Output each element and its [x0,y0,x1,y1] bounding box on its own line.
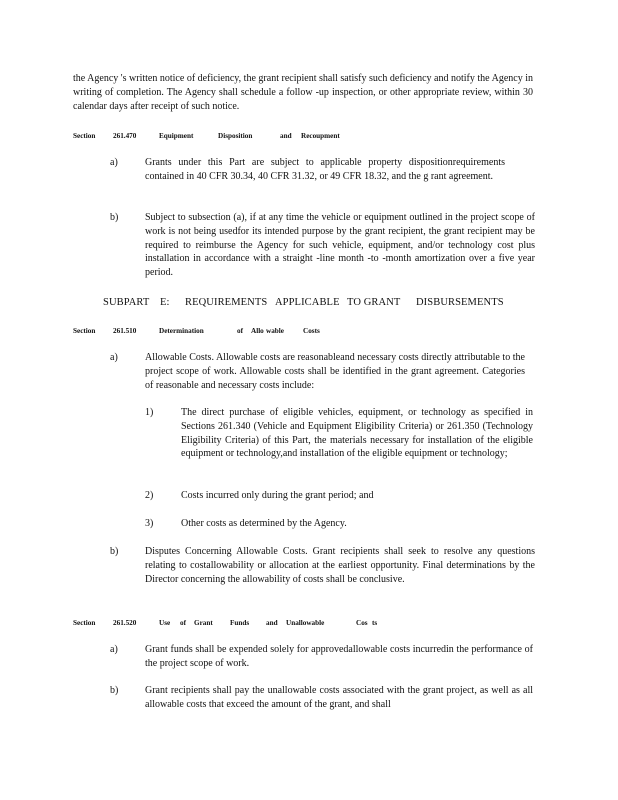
section-title-word: Disposition [218,132,253,140]
section-title-word: Funds [230,619,250,627]
subitem-marker: 2) [145,490,154,501]
section-510-subitem-1: The direct purchase of eligible vehicles, equipment, or technology as specified in Sections 261.340 (Vehicle and Equipment Eligibility Criteria) or 261.350 (Technology Eligibility Criteria) of this Part, the materials necessary for installation of the eligible equipment or technology,and installation of the eligible equipment or technology; [181,407,533,460]
section-470-item-b: Subject to subsection (a), if at any time the vehicle or equipment outlined in the project scope of work is not being usedfor its intended purpose by the grant recipient, the grant recipient may be required to reimburse the Agency for such vehicle, equipment, and/or technology cost plus installation in accordance with a straight -line month -to -month amortization over a five year period. [145,212,535,279]
section-title-word: Cos [356,619,368,627]
subpart-word: APPLICABLE [275,297,340,308]
section-510-item-b: Disputes Concerning Allowable Costs. Grant recipients shall seek to resolve any questions relating to costallowability or allocation at the earliest opportunity. Final determinations by the Director concerning the allowability of costs shall be conclusive. [145,546,535,585]
subpart-word: E: [160,297,170,308]
section-label: Section [73,619,96,627]
section-title-word: Determination [159,327,204,335]
item-marker: a) [110,644,118,655]
section-title-word: and [280,132,292,140]
section-number: 261.520 [113,619,137,627]
section-title-word: Grant [194,619,213,627]
subpart-word: SUBPART [103,297,150,308]
section-510-subitem-2: Costs incurred only during the grant period; and [181,490,374,501]
section-title-word: Use [159,619,171,627]
item-marker: a) [110,157,118,168]
section-470-item-a: Grants under this Part are subject to applicable property dispositionrequirements contained in 40 CFR 30.34, 40 CFR 31.32, or 49 CFR 18.32, and the g rant agreement. [145,157,505,182]
section-title-word: and [266,619,278,627]
section-520-item-a: Grant funds shall be expended solely for approvedallowable costs incurredin the performance of the project scope of work. [145,644,533,669]
section-number: 261.470 [113,132,137,140]
section-510-item-a: Allowable Costs. Allowable costs are reasonableand necessary costs directly attributable to the project scope of work. Allowable costs shall be identified in the grant agreement. Categories of reasonable and necessary costs include: [145,352,525,391]
section-title-word: Costs [303,327,320,335]
item-marker: a) [110,352,118,363]
subpart-word: TO GRANT [347,297,401,308]
item-marker: b) [110,546,119,557]
section-520-item-b: Grant recipients shall pay the unallowable costs associated with the grant project, as well as all allowable costs that exceed the amount of the grant, and shall [145,685,533,710]
section-title-word: of [237,327,243,335]
section-title-word: Recoupment [301,132,340,140]
subpart-word: DISBURSEMENTS [416,297,504,308]
section-title-word: ts [372,619,378,627]
subitem-marker: 3) [145,518,154,529]
section-title-word: of [180,619,186,627]
section-510-subitem-3: Other costs as determined by the Agency. [181,518,347,529]
item-marker: b) [110,212,119,223]
item-marker: b) [110,685,119,696]
section-label: Section [73,132,96,140]
subpart-word: REQUIREMENTS [185,297,268,308]
subitem-marker: 1) [145,407,154,418]
section-label: Section [73,327,96,335]
section-title-word: Equipment [159,132,194,140]
section-number: 261.510 [113,327,137,335]
intro-paragraph: the Agency 's written notice of deficiency, the grant recipient shall satisfy such deficiency and notify the Agency in writing of completion. The Agency shall schedule a follow -up inspection, or other appropriate review, within 30 calendar days after receipt of such notice. [73,73,533,112]
section-title-word: Allo [251,327,264,335]
section-title-word: wable [266,327,284,335]
section-title-word: Unallowable [286,619,325,627]
